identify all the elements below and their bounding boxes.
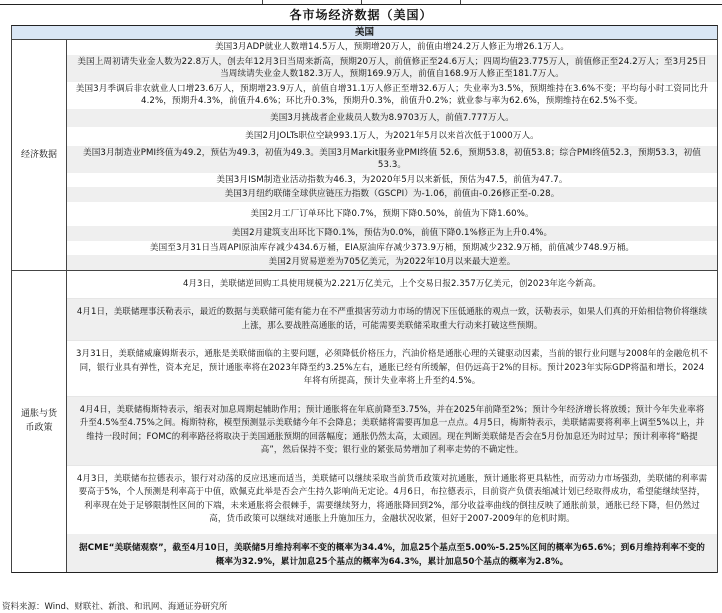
- category-label: 通胀与货币政策: [12, 271, 67, 572]
- data-row: 4月3日，美联储逆回购工具使用规模为2.221万亿美元，上个交易日报2.357万亿美元，创2023年迄今新高。: [182, 278, 602, 289]
- data-row: 美国上周初请失业金人数为22.8万人，创去年12月3日当周来新高，预期20万人，前值修正至24.6万人；四周均值23.775万人，前值修正至24.2万人；至3月25日当周续请失业金人数182.3万人，预期169.9万人，前值自168.9万人修正至181.7万人。: [67, 55, 717, 82]
- section-rows: [67, 40, 717, 270]
- category-label: 经济数据: [12, 40, 67, 270]
- source-note: 资料来源：Wind、财联社、新浪、和讯网、海通证券研究所: [2, 602, 228, 612]
- data-row: 美国2月JOLTs职位空缺993.1万人，为2021年5月以来首次低于1000万人。: [245, 131, 539, 141]
- data-row: 美国2月贸易逆差为705亿美元，为2022年10月以来最大逆差。: [67, 255, 717, 270]
- data-row: 美国3月纽约联储全球供应链压力指数（GSCPI）为-1.06，前值由-0.26修正至-0.28。: [67, 187, 717, 202]
- data-row: 4月4日，美联储梅斯特表示，缩表对加息周期起辅助作用；预计通胀将在年底前降至3.75%，并在2025年前降至2%；预计今年经济增长将放缓；预计今年失业率将升至4.5%至4.75%之间。梅斯特称，模型预测显示美联储今年不会降息；美联储将需要再加息一点点。4月5日，梅斯特表示，美联储需要将利率上调至5%以上，并维持一段时间；FOMC的利率路径将取决于美国通胀预期的回落幅度；通胀仍然太高，太顽固。现在判断美联储是否会在5月份加息还为时过早；预计利率将“略提高”，然后保持不变；银行业的紧张局势增加了利率走势的不确定性。: [67, 396, 717, 465]
- data-row: 美国2月建筑支出环比下降0.1%，预估为0.0%，前值下降0.1%修正为上升0.4%。: [67, 226, 717, 241]
- cme-fedwatch-row: 据CME“美联储观察”，截至4月10日，美联储5月维持利率不变的概率为34.4%，加息25个基点至5.00%-5.25%区间的概率为65.6%；到6月维持利率不变的概率为32.9%，累计加息25个基点的概率为64.3%，累计加息50个基点的概率为2.8%。: [67, 534, 717, 572]
- data-row: 4月3日，美联储布拉德表示，银行对动荡的反应迅速而适当，美联储可以继续采取当前货币政策对抗通胀，预计通胀将更具粘性，而劳动力市场强劲，美联储的利率需要高于5%，个人预测是利率高于中值，欧佩克此举是否会产生持久影响尚无定论。4月6日，布拉德表示，目前资产负债表缩减计划已经取得成功，希望能继续坚持，利率现在处于足够限制性区间的下端，未来通胀将会很棘手，需要继续努力，将通胀降回到2%，部分收益率曲线的倒挂反映了通胀前景，通胀已经下降，但仍然过高，货币政策可以继续对通胀上升施加压力，金融状况收紧，但好于2007-2009年的危机时期。: [67, 465, 717, 534]
- data-row: 美国3月ADP就业人数增14.5万人，预期增20万人，前值由增24.2万人修正为增26.1万人。: [214, 42, 570, 52]
- data-row: 美国3月季调后非农就业人口增23.6万人，预期增23.9万人，前值自增31.1万人修正至增32.6万人；失业率为3.5%，预期维持在3.6%不变；平均每小时工资同比升4.2%，预期升4.3%，前值升4.6%；环比升0.3%，预期升0.3%，前值升0.2%；就业参与率为62.6%，预期维持在62.5%不变。: [75, 83, 709, 106]
- rule-tick: [460, 0, 461, 4]
- section-economic-data: [12, 40, 717, 271]
- data-row: 美国至3月31日当周API原油库存减少434.6万桶，EIA原油库存减少373.9万桶，预期减少232.9万桶，前值减少748.9万桶。: [149, 242, 635, 253]
- data-row: 美国3月挑战者企业裁员人数为8.9703万人，前值7.777万人。: [67, 109, 717, 128]
- top-rule: [0, 0, 722, 5]
- data-row: 4月1日，美联储理事沃勒表示，最近的数据与美联储可能有能力在不严重损害劳动力市场的情况下压低通胀的观点一致，沃勒表示，如果人们真的开始相信物价将继续上涨，那么要战胜高通胀的话，可能需要美联储采取重大行动来打破这些预期。: [67, 298, 717, 340]
- data-row: 美国2月工厂订单环比下降0.7%，预期下降0.50%，前值为下降1.60%。: [250, 208, 534, 219]
- rule-tick: [361, 0, 362, 4]
- data-row: 美国3月ISM制造业活动指数为46.3，为2020年5月以来新低，预估为47.5，前值为47.7。: [216, 174, 568, 185]
- data-row: 3月31日，美联储威廉姆斯表示，通胀是美联储面临的主要问题，必须降低价格压力，汽油价格是通胀心理的关键驱动因素，当前的银行业问题与2008年的金融危机不同，银行业具有弹性，资本充足，预计通胀率将在2023年降至约3.25%左右，通胀已经有所缓解，但仍远高于2%的目标。预计2023年实际GDP将温和增长，2024年将有所提高，预计失业率将上升至约4.5%。: [67, 340, 717, 396]
- section-rows: [67, 271, 717, 572]
- rule-tick: [262, 0, 263, 4]
- region-header: 美国: [12, 26, 717, 40]
- page-title: 各市场经济数据（美国）: [289, 8, 433, 22]
- economic-data-table: [11, 25, 718, 573]
- section-inflation-monetary-policy: [12, 271, 717, 573]
- data-row: 美国3月制造业PMI终值为49.2，预估为49.3，初值为49.3。美国3月Markit服务业PMI终值 52.6，预期53.8，初值53.8；综合PMI终值52.3，预期53.3，初值53.3。: [67, 146, 717, 173]
